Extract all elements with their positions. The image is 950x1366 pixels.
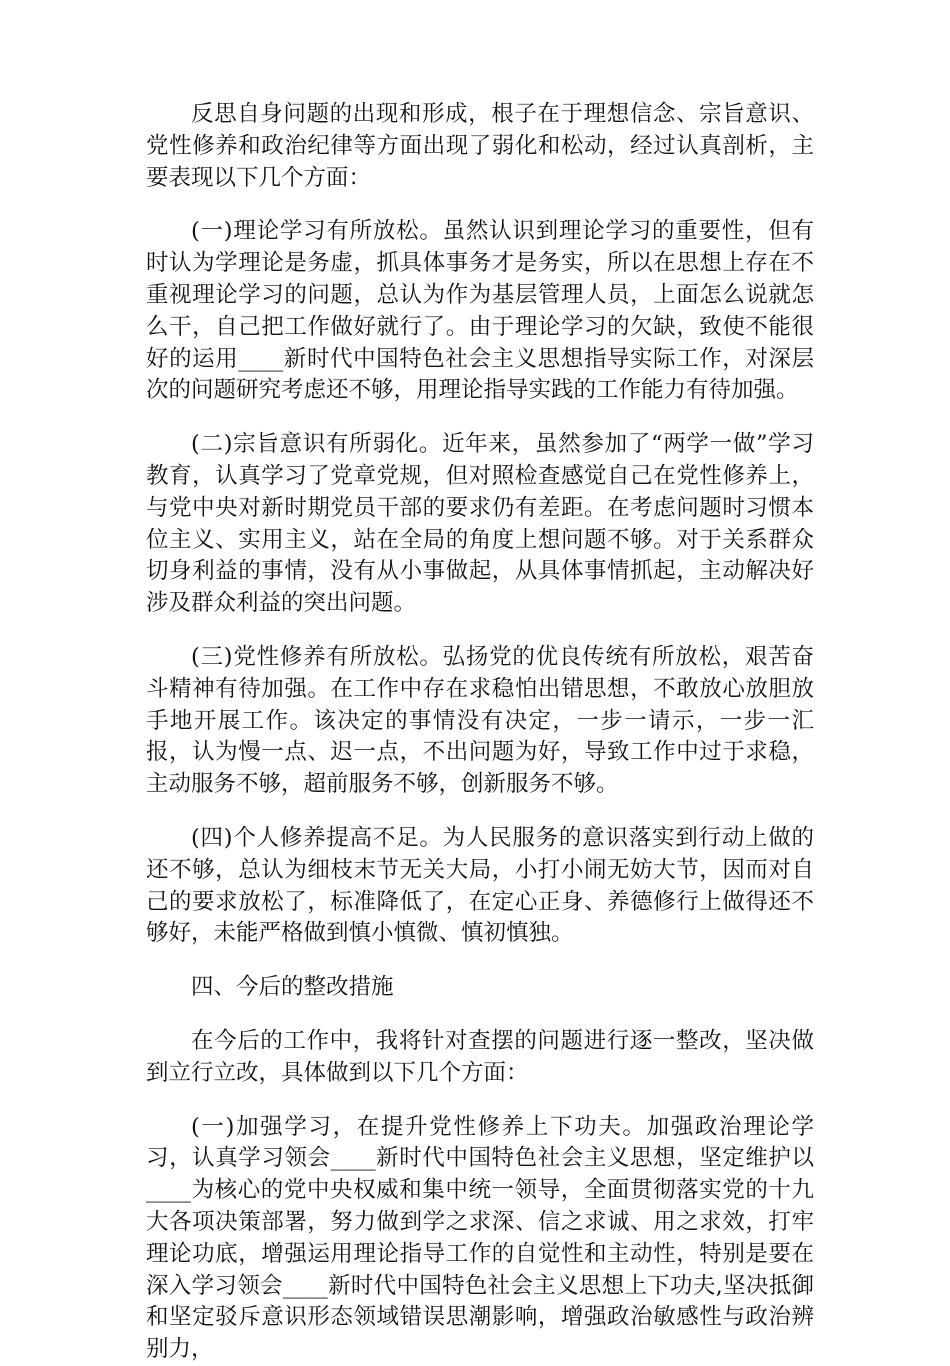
paragraph-party-spirit: (三)党性修养有所放松。弘扬党的优良传统有所放松，艰苦奋斗精神有待加强。在工作中存在求稳怕出错思想，不敢放心放胆放手地开展工作。该决定的事情没有决定，一步一请示，一步一汇报，认为慢一点、迟一点，不出问题为好，导致工作中过于求稳，主动服务不够，超前服务不够，创新服务不够。 [146, 643, 814, 798]
paragraph-personal-cultivation: (四)个人修养提高不足。为人民服务的意识落实到行动上做的还不够，总认为细枝末节无关大局，小打小闹无妨大节，因而对自己的要求放松了，标准降低了，在定心正身、养德修行上做得还不够好，未能严格做到慎小慎微、慎初慎独。 [146, 824, 814, 947]
section-heading-rectification: 四、今后的整改措施 [191, 974, 394, 1001]
paragraph-strengthen-study: (一)加强学习，在提升党性修养上下功夫。加强政治理论学习，认真学习领会____新时代中国特色社会主义思想，坚定维护以____为核心的党中央权威和集中统一领导，全面贯彻落实党的十九大各项决策部署，努力做到学之求深、信之求诚、用之求效，打牢理论功底，增强运用理论指导工作的自觉性和主动性，特别是要在深入学习领会____新时代中国特色社会主义思想上下功夫,坚决抵御和坚定驳斥意识形态领域错误思潮影响，增强政治敏感性与政治辨别力， [146, 1113, 814, 1363]
paragraph-theory-study: (一)理论学习有所放松。虽然认识到理论学习的重要性，但有时认为学理论是务虚，抓具体事务才是务实，所以在思想上存在不重视理论学习的问题，总认为作为基层管理人员，上面怎么说就怎么干，自己把工作做好就行了。由于理论学习的欠缺，致使不能很好的运用____新时代中国特色社会主义思想指导实际工作，对深层次的问题研究考虑还不够，用理论指导实践的工作能力有待加强。 [146, 218, 814, 404]
paragraph-intro: 反思自身问题的出现和形成，根子在于理想信念、宗旨意识、党性修养和政治纪律等方面出现了弱化和松动，经过认真剖析，主要表现以下几个方面： [146, 101, 814, 191]
paragraph-rectification-intro: 在今后的工作中，我将针对查摆的问题进行逐一整改，坚决做到立行立改，具体做到以下几个方面： [146, 1027, 814, 1086]
paragraph-purpose-awareness: (二)宗旨意识有所弱化。近年来，虽然参加了“两学一做”学习教育，认真学习了党章党规，但对照检查感觉自己在党性修养上，与党中央对新时期党员干部的要求仍有差距。在考虑问题时习惯本位主义、实用主义，站在全局的角度上想问题不够。对于关系群众切身利益的事情，没有从小事做起，从具体事情抓起，主动解决好涉及群众利益的突出问题。 [146, 431, 814, 617]
